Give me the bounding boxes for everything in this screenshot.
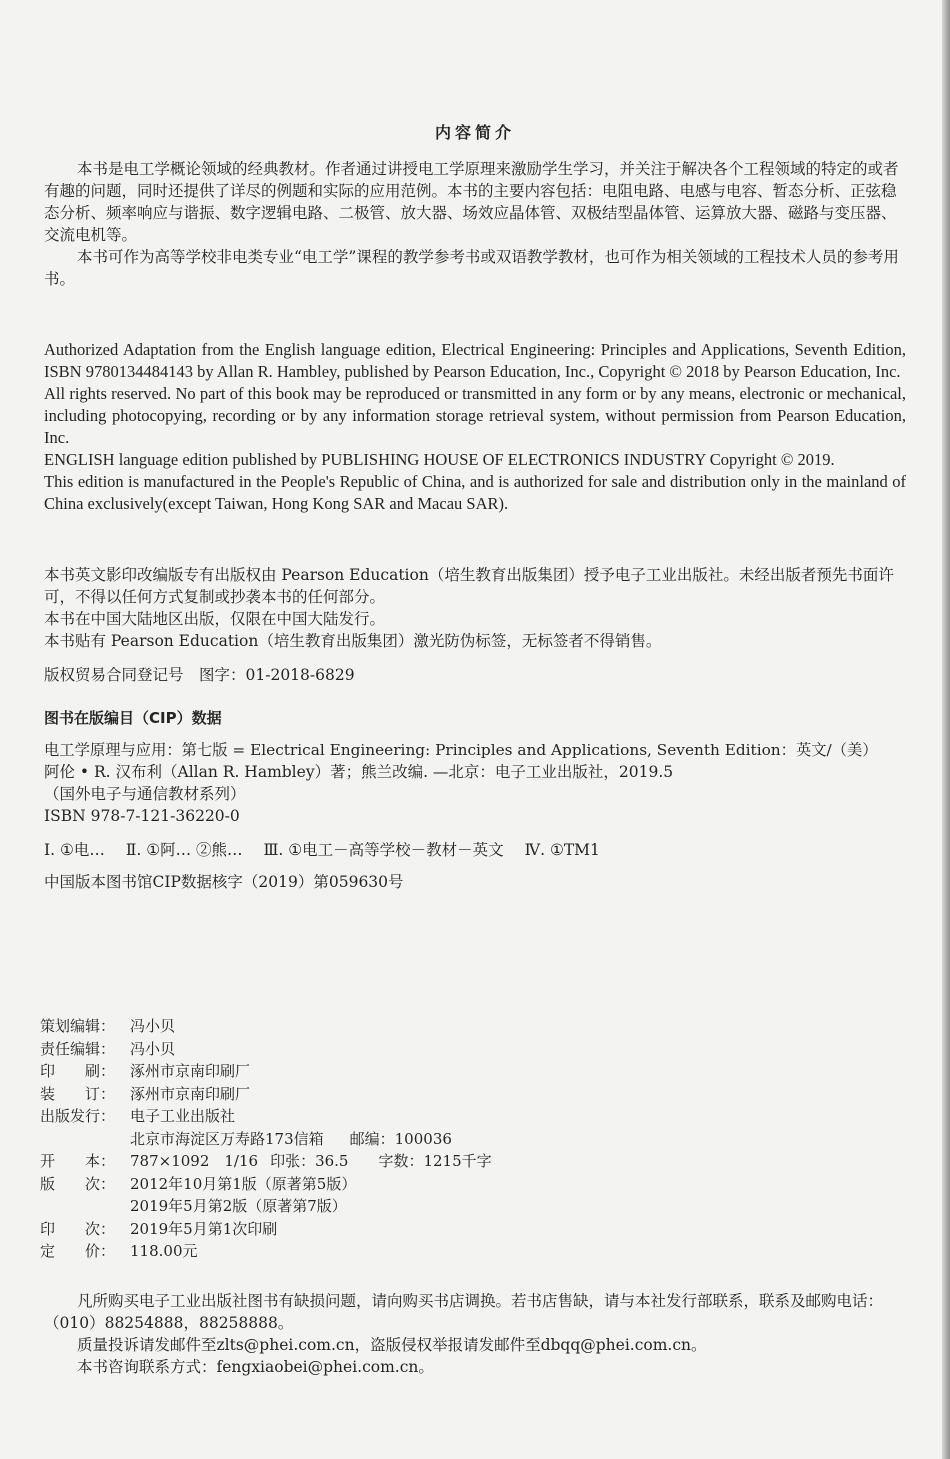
address-value: 北京市海淀区万寿路173信箱 — [130, 1129, 324, 1148]
credit-price — [40, 1240, 910, 1263]
credit-label: 印 刷： — [40, 1062, 116, 1080]
credit-label: 定 价： — [40, 1242, 116, 1260]
credit-impression — [40, 1218, 910, 1241]
edition-line-1: 2012年10月第1版（原著第5版） — [130, 1174, 357, 1193]
cip-isbn: ISBN 978-7-121-36220-0 — [44, 807, 240, 825]
english-rights-section — [44, 339, 906, 515]
format-sheets: 印张：36.5 — [270, 1152, 349, 1170]
summary-paragraph-1: 本书是电工学概论领域的经典教材。作者通过讲授电工学原理来激励学生学习，并关注于解决各个工程领域的特定的或者有趣的问题，同时还提供了详尽的例题和实际的应用范例。本书的主要内容包括：电阻电路、电感与电容、暂态分析、正弦稳态分析、频率响应与谐振、数字逻辑电路、二极管、放大器、场效应晶体管、双极结型晶体管、运算放大器、磁路与变压器、交流电机等。 — [44, 160, 899, 244]
adaptation-notice: Authorized Adaptation from the English language edition, Electrical Engineering: Principles and Applications, Seventh Edition, ISBN 9780134484143 by Allan R. Hambley, published by Pearson Education, Inc., Copyright © 2018 by Pearson Education, Inc. — [44, 340, 906, 381]
credit-label: 策划编辑： — [40, 1017, 116, 1035]
credit-address — [40, 1128, 910, 1151]
publication-credits — [40, 1015, 910, 1263]
cip-line-1: 电工学原理与应用：第七版 = Electrical Engineering: Principles and Applications, Seventh Edition：英文/（美） — [44, 741, 878, 759]
all-rights-reserved: All rights reserved. No part of this book may be reproduced or transmitted in any form or by any means, electronic or mechanical, including photocopying, recording or by any information storage retrieval system, without permission from Pearson Education, Inc. — [44, 384, 906, 447]
classification-2: Ⅱ. ①阿… ②熊… — [125, 841, 243, 859]
credit-label: 装 订： — [40, 1084, 116, 1103]
distribution-notice: This edition is manufactured in the People's Republic of China, and is authorized for sale and distribution only in the mainland of China exclusively(except Taiwan, Hong Kong SAR and Macau SAR). — [44, 472, 906, 513]
credit-value: 涿州市京南印刷厂 — [130, 1084, 251, 1103]
credit-format — [40, 1150, 910, 1173]
summary-title: 内容简介 — [434, 123, 515, 142]
cip-heading: 图书在版编目（CIP）数据 — [44, 709, 222, 727]
credit-label: 出版发行： — [40, 1107, 116, 1125]
credit-planning-editor — [40, 1015, 910, 1038]
credit-binding — [40, 1083, 910, 1106]
credit-printing — [40, 1060, 910, 1083]
cip-record-number: 中国版本图书馆CIP数据核字（2019）第059630号 — [44, 873, 404, 891]
anti-counterfeit-notice: 本书贴有 Pearson Education（培生教育出版集团）激光防伪标签，无标签者不得销售。 — [44, 632, 662, 650]
english-edition-copyright: ENGLISH language edition published by PUBLISHING HOUSE OF ELECTRONICS INDUSTRY Copyright © 2019. — [44, 450, 835, 469]
postcode-value: 邮编：100036 — [349, 1129, 452, 1148]
cip-line-2: 阿伦 • R. 汉布利（Allan R. Hambley）著；熊兰改编. —北京：电子工业出版社，2019.5 — [44, 763, 674, 781]
defect-exchange-notice: 凡所购买电子工业出版社图书有缺损问题，请向购买书店调换。若书店售缺，请与本社发行部联系，联系及邮购电话：（010）88254888，88258888。 — [44, 1292, 884, 1332]
credit-label: 责任编辑： — [40, 1039, 116, 1058]
credit-value: 2019年5月第1次印刷 — [130, 1219, 278, 1238]
classification-4: Ⅳ. ①TM1 — [524, 841, 600, 859]
credit-publisher — [40, 1105, 910, 1128]
consultation-contact: 本书咨询联系方式：fengxiaobei@phei.com.cn。 — [77, 1358, 434, 1376]
cip-section — [44, 707, 906, 893]
chinese-rights-section — [44, 564, 906, 686]
classification-3: Ⅲ. ①电工－高等学校－教材－英文 — [263, 841, 504, 859]
format-words: 字数：1215千字 — [378, 1152, 492, 1170]
summary-section — [44, 158, 906, 290]
complaint-email-notice: 质量投诉请发邮件至zlts@phei.com.cn，盗版侵权举报请发邮件至dbqq@phei.com.cn。 — [77, 1336, 707, 1354]
credit-value: 冯小贝 — [130, 1039, 176, 1058]
cip-classification — [44, 839, 906, 861]
credit-edition-2 — [40, 1195, 910, 1218]
credit-value: 涿州市京南印刷厂 — [130, 1062, 251, 1080]
contract-registration: 版权贸易合同登记号 图字：01-2018-6829 — [44, 666, 355, 684]
summary-paragraph-2: 本书可作为高等学校非电类专业“电工学”课程的教学参考书或双语教学教材，也可作为相关领域的工程技术人员的参考用书。 — [44, 248, 899, 288]
credit-edition — [40, 1173, 910, 1196]
credit-responsible-editor — [40, 1038, 910, 1061]
credit-value: 电子工业出版社 — [130, 1107, 236, 1125]
notice-section — [44, 1290, 906, 1378]
credit-label: 版 次： — [40, 1174, 116, 1193]
format-size: 787×1092 1/16 — [130, 1152, 259, 1170]
mainland-distribution-notice: 本书在中国大陆地区出版，仅限在中国大陆发行。 — [44, 610, 386, 628]
credit-value: 118.00元 — [130, 1242, 198, 1260]
credit-label: 印 次： — [40, 1219, 116, 1238]
cip-line-3: （国外电子与通信教材系列） — [44, 785, 246, 803]
classification-1: Ⅰ. ①电… — [44, 841, 105, 859]
credit-label: 开 本： — [40, 1152, 116, 1170]
edition-line-2: 2019年5月第2版（原著第7版） — [130, 1197, 347, 1215]
credit-value: 冯小贝 — [130, 1017, 176, 1035]
page-edge-shadow — [942, 0, 950, 1459]
exclusive-rights-notice: 本书英文影印改编版专有出版权由 Pearson Education（培生教育出版集团）授予电子工业出版社。未经出版者预先书面许可，不得以任何方式复制或抄袭本书的任何部分。 — [44, 566, 894, 606]
